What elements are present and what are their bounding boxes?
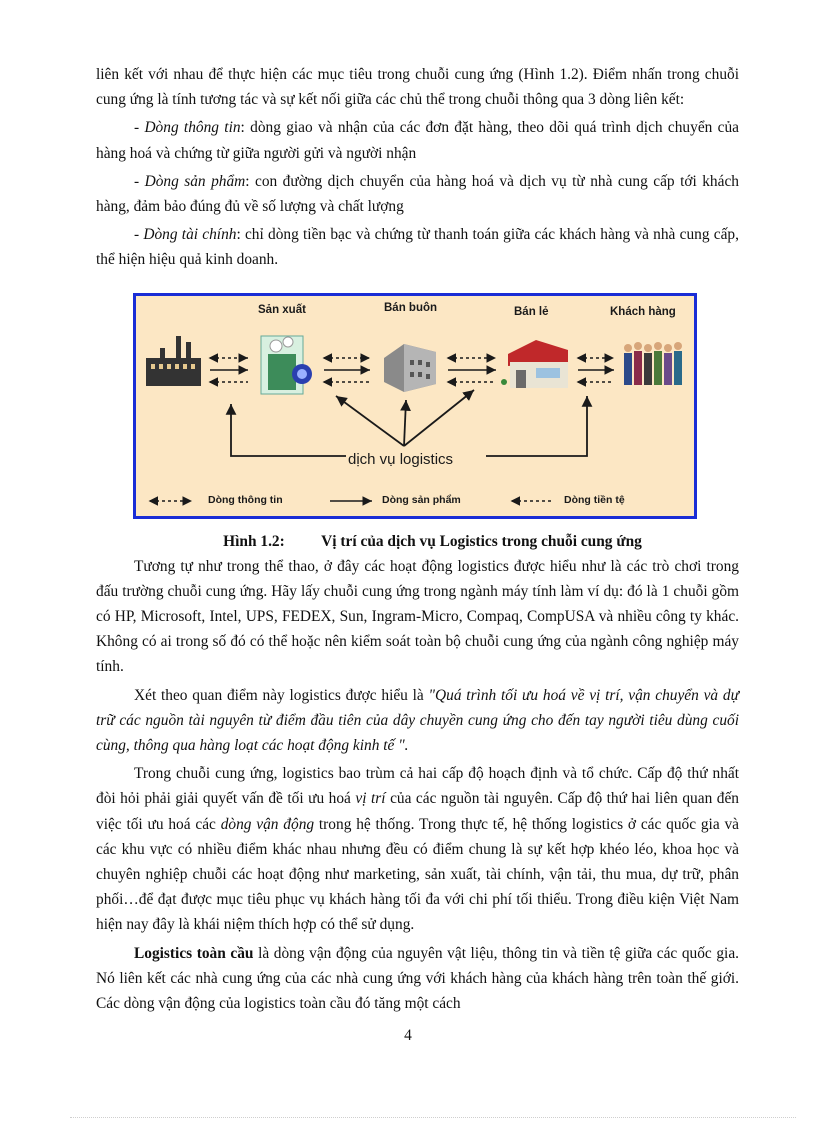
bullet-dash: - <box>134 226 144 244</box>
label-production: Sản xuất <box>258 303 306 316</box>
bullet-dash: - <box>134 119 145 137</box>
bullet-info-flow <box>96 115 739 165</box>
definition-lead: Xét theo quan điểm này logistics được hiểu là <box>134 686 429 704</box>
legend-money-flow: Dòng tiền tệ <box>564 493 625 506</box>
levels-text-a: Trong chuỗi cung ứng, logistics bao trùm cả hai cấp độ hoạch định và tổ chức. Cấp độ thứ nhất đòi hỏi phải giải quyết vấn đề tối ưu hoá <box>96 765 739 808</box>
levels-italic-location: vị trí <box>355 790 386 808</box>
legend-product-flow: Dòng sản phẩm <box>382 493 461 506</box>
caption-title: Vị trí của dịch vụ Logistics trong chuỗi cung ứng <box>321 532 642 550</box>
paragraph-intro: liên kết với nhau để thực hiện các mục tiêu trong chuỗi cung ứng (Hình 1.2). Điểm nhấn trong chuỗi cung ứng là tính tương tác và sự kết nối giữa các chủ thể trong chuỗi thông qua 3 dòng liên kết: <box>96 66 739 109</box>
label-retail: Bán lẻ <box>514 305 549 318</box>
label-wholesale: Bán buôn <box>384 301 438 314</box>
flow-arrows-1 <box>210 358 248 382</box>
term-product-flow: Dòng sản phẩm <box>144 172 246 190</box>
bullet-dash: - <box>134 172 145 190</box>
flow-arrows-4 <box>578 358 614 382</box>
paragraph-sports-analogy: Tương tự như trong thể thao, ở đây các hoạt động logistics được hiểu như là các trò chơi trong đấu trường chuỗi cung ứng. Hãy lấy chuỗi cung ứng trong ngành máy tính làm ví dụ: đó là 1 chuỗi gồm có HP, Microsoft, Intel, UPS, FEDEX, Sun, Ingram-Micro, Compaq, CompUSA và nhiều công ty khác. Không có ai trong số đó có thể hoặc nên kiểm soát toàn bộ chuỗi cung ứng của ngành công nghiệp máy tính. <box>96 557 739 676</box>
customers-icon <box>624 342 682 385</box>
flow-arrows-2 <box>324 358 370 382</box>
figure-caption <box>96 529 739 554</box>
factory-icon <box>146 336 201 386</box>
definition-quote: "Quá trình tối ưu hoá về vị trí, vận chuyển và dự trữ các nguồn tài nguyên từ điểm đầu tiên của dây chuyền cung ứng cho đến tay người tiêu dùng cuối cùng, thông qua hàng loạt các hoạt động kinh tế ". <box>96 686 739 755</box>
global-logistics-term: Logistics toàn cầu <box>134 944 254 962</box>
levels-text-b: của các nguồn tài nguyên. Cấp độ thứ hai liên quan đến việc tối ưu hoá các <box>96 790 739 833</box>
text-finance-flow: : chỉ dòng tiền bạc và chứng từ thanh toán giữa các khách hàng và nhà cung cấp, thể hiện hiệu quả kinh doanh. <box>96 226 739 269</box>
paragraph-global-logistics <box>96 941 739 1017</box>
flow-arrows-3 <box>448 358 496 382</box>
label-customers: Khách hàng <box>610 305 676 318</box>
caption-number: Hình 1.2: <box>223 532 285 550</box>
supply-chain-figure <box>133 293 697 519</box>
document-page <box>96 62 739 1016</box>
text-info-flow: : dòng giao và nhận của các đơn đặt hàng, theo dõi quá trình dịch chuyển của hàng hoá và chứng từ giữa người gửi và người nhận <box>96 119 740 162</box>
bullet-product-flow <box>96 169 739 219</box>
retail-store-icon <box>501 340 568 388</box>
paragraph-levels <box>96 761 739 937</box>
global-logistics-text: là dòng vận động của nguyên vật liệu, thông tin và tiền tệ giữa các quốc gia. Nó liên kết các nhà cung ứng của các nhà cung ứng với khách hàng của khách hàng trên toàn thế giới. Các dòng vận động của logistics toàn cầu đó tăng một cách <box>96 944 739 1013</box>
term-finance-flow: Dòng tài chính <box>143 226 237 244</box>
text-product-flow: : con đường dịch chuyển của hàng hoá và dịch vụ từ nhà cung cấp tới khách hàng, đảm bảo đúng đủ về số lượng và chất lượng <box>96 172 739 216</box>
warehouse-icon <box>384 344 436 392</box>
logistics-connector <box>231 390 587 456</box>
production-plant-icon <box>261 336 312 394</box>
levels-italic-flows: dòng vận động <box>220 815 315 833</box>
supply-chain-diagram <box>136 296 694 516</box>
levels-text-c: trong hệ thống. Trong thực tế, hệ thống logistics ở các quốc gia và các khu vực có nhiều điểm khác nhau nhưng đều có điểm chung là sự kết hợp khéo léo, khoa học và chuyên nghiệp chuỗi các hoạt động như marketing, sản xuất, tài chính, vận tải, thu mua, dự trữ, phân phối…để đạt được mục tiêu phục vụ khách hàng tối đa với chi phí tối thiểu. Trong điều kiện Việt Nam hiện nay đây là khái niệm thích hợp có thể sử dụng. <box>96 815 739 934</box>
legend-info-flow: Dòng thông tin <box>208 493 283 506</box>
logistics-service-label: dịch vụ logistics <box>348 450 454 468</box>
paragraph-definition <box>96 683 739 759</box>
footer-divider <box>70 1117 796 1118</box>
term-info-flow: Dòng thông tin <box>144 119 241 137</box>
bullet-finance-flow <box>96 222 739 272</box>
page-number: 4 <box>404 1027 412 1044</box>
